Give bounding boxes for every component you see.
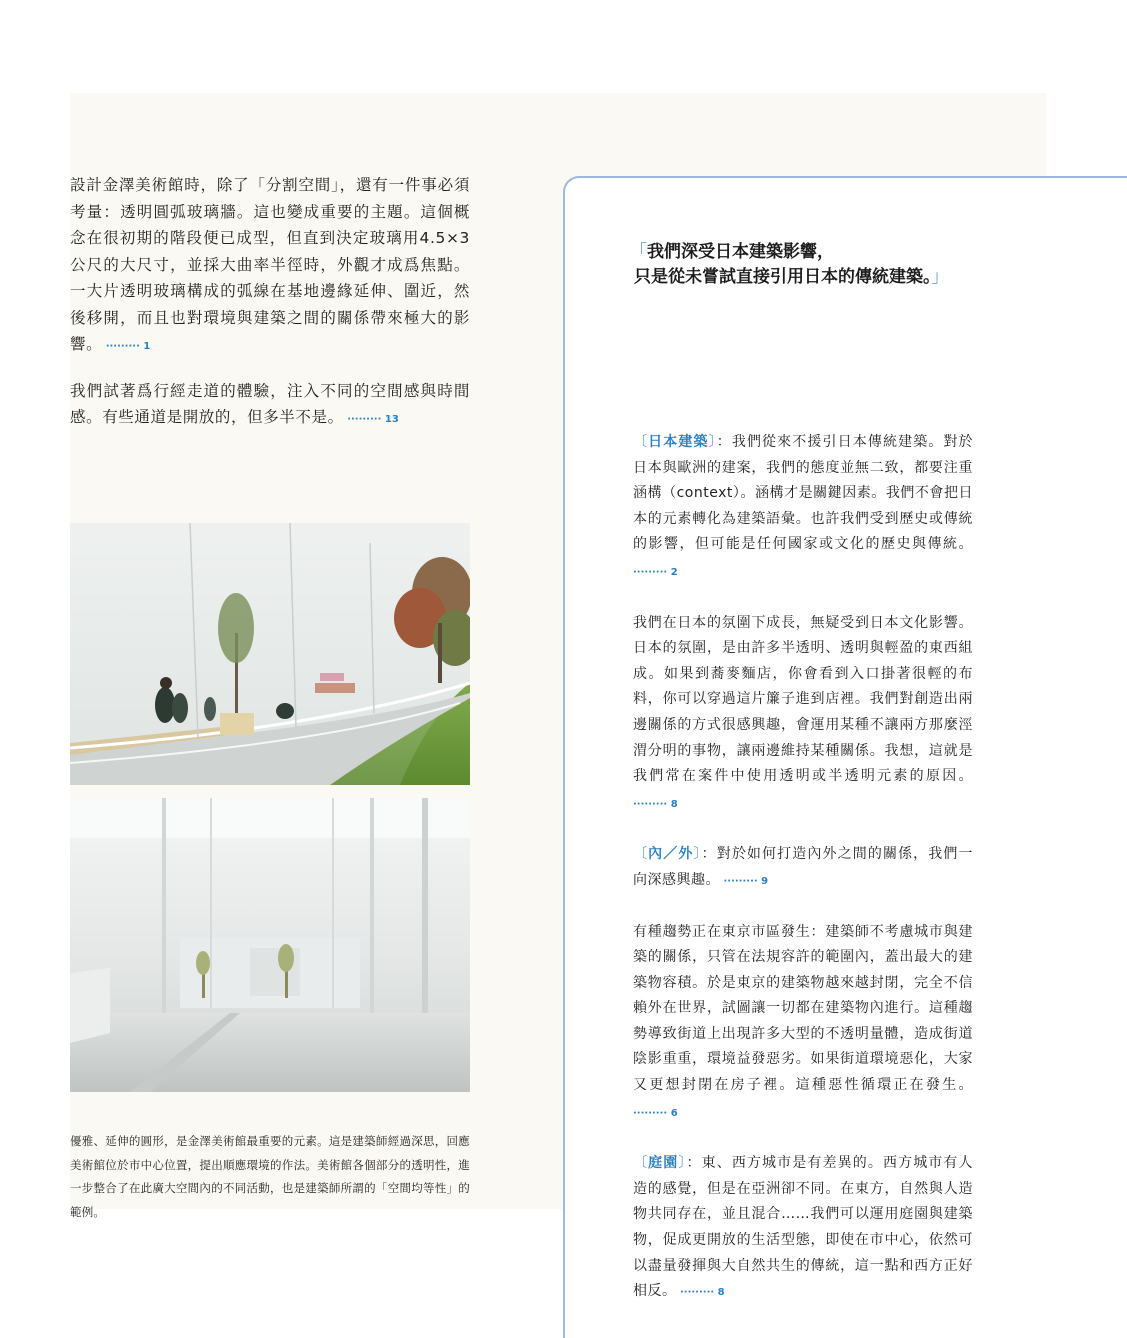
- footnote-ref: ········· 8: [633, 798, 678, 810]
- section-tag: 〔庭園〕: [633, 1155, 687, 1172]
- photo-curved-glass-facade-image: [70, 523, 470, 785]
- right-paragraph-inside-outside: 〔內／外〕：對於如何打造內外之間的關係，我們一向深感興趣。 ········· 9: [633, 846, 974, 888]
- photo-curved-glass-facade: [70, 523, 470, 785]
- right-text-column: [633, 430, 973, 1331]
- pull-quote-line-1: 「我們深受日本建築影響，: [630, 242, 834, 262]
- right-paragraph-garden: 〔庭園〕：東、西方城市是有差異的。西方城市有人造的感覺，但是在亞洲卻不同。在東方，自然與人造物共同存在，並且混合……我們可以運用庭園與建築物，促成更開放的生活型態，即使在市中心，依然可以盡量發揮與大自然共生的傳統，這一點和西方正好相反。 ········· 8: [633, 1155, 974, 1300]
- pull-quote: [630, 240, 1050, 290]
- footnote-ref: ········· 6: [633, 1107, 678, 1119]
- footnote-ref: ········· 2: [633, 566, 678, 578]
- photo-caption: 優雅、延伸的圓形，是金澤美術館最重要的元素。這是建築師經過深思，回應美術館位於市中心位置，提出順應環境的作法。美術館各個部分的透明性，進一步整合了在此廣大空間內的不同活動，也是建築師所謂的「空間均等性」的範例。: [70, 1134, 470, 1219]
- footnote-ref: ········· 9: [723, 875, 769, 887]
- footnote-ref: ········· 1: [105, 341, 151, 352]
- section-tag: 〔內／外〕: [633, 846, 702, 863]
- right-paragraph-2: 我們在日本的氛圍下成長，無疑受到日本文化影響。日本的氛圍，是由許多半透明、透明與輕盈的東西組成。如果到蕎麥麵店，你會看到入口掛著很輕的布料，你可以穿過這片簾子進到店裡。我們對創造出兩邊關係的方式很感興趣，會運用某種不讓兩方那麼涇渭分明的事物，讓兩邊維持某種關係。我想，這就是我們常在案件中使用透明或半透明元素的原因。 ········· 8: [633, 614, 973, 810]
- left-text-column: [70, 172, 470, 451]
- footnote-ref: ········· 13: [347, 414, 399, 425]
- left-paragraph-1: 設計金澤美術館時，除了「分割空間」，還有一件事必須考量：透明圓弧玻璃牆。這也變成重要的主題。這個概念在很初期的階段便已成型，但直到決定玻璃用4.5×3公尺的大尺寸，並採大曲率半徑時，外觀才成爲焦點。一大片透明玻璃構成的弧線在基地邊緣延伸、圍近，然後移開，而且也對環境與建築之間的關係帶來極大的影響。 ········· 1: [70, 176, 470, 353]
- left-paragraph-2: 我們試著爲行經走道的體驗，注入不同的空間感與時間感。有些通道是開放的，但多半不是。 ········· 13: [70, 381, 470, 426]
- pull-quote-line-2: 只是從未嘗試直接引用日本的傳統建築。」: [634, 267, 949, 287]
- right-paragraph-japanese-architecture: 〔日本建築〕：我們從來不援引日本傳統建築。對於日本與歐洲的建案，我們的態度並無二致，都要注重涵構（context）。涵構才是關鍵因素。我們不會把日本的元素轉化為建築語彙。也許我們受到歷史或傳統的影響，但可能是任何國家或文化的歷史與傳統。 ········· 2: [633, 434, 974, 578]
- footnote-ref: ········· 8: [679, 1287, 725, 1299]
- right-paragraph-4: 有種趨勢正在東京市區發生：建築師不考慮城市與建築的關係，只管在法規容許的範圍內，蓋出最大的建築物容積。於是東京的建築物越來越封閉，完全不信賴外在世界，試圖讓一切都在建築物內進行。這種趨勢導致街道上出現許多大型的不透明量體，造成街道陰影重重，環境益發惡劣。如果街道環境惡化，大家又更想封閉在房子裡。這種惡性循環正在發生。 ········· 6: [633, 923, 973, 1119]
- section-tag: 〔日本建築〕: [633, 434, 717, 450]
- photo-interior-courtyard: [70, 798, 470, 1092]
- photo-interior-courtyard-image: [70, 798, 470, 1092]
